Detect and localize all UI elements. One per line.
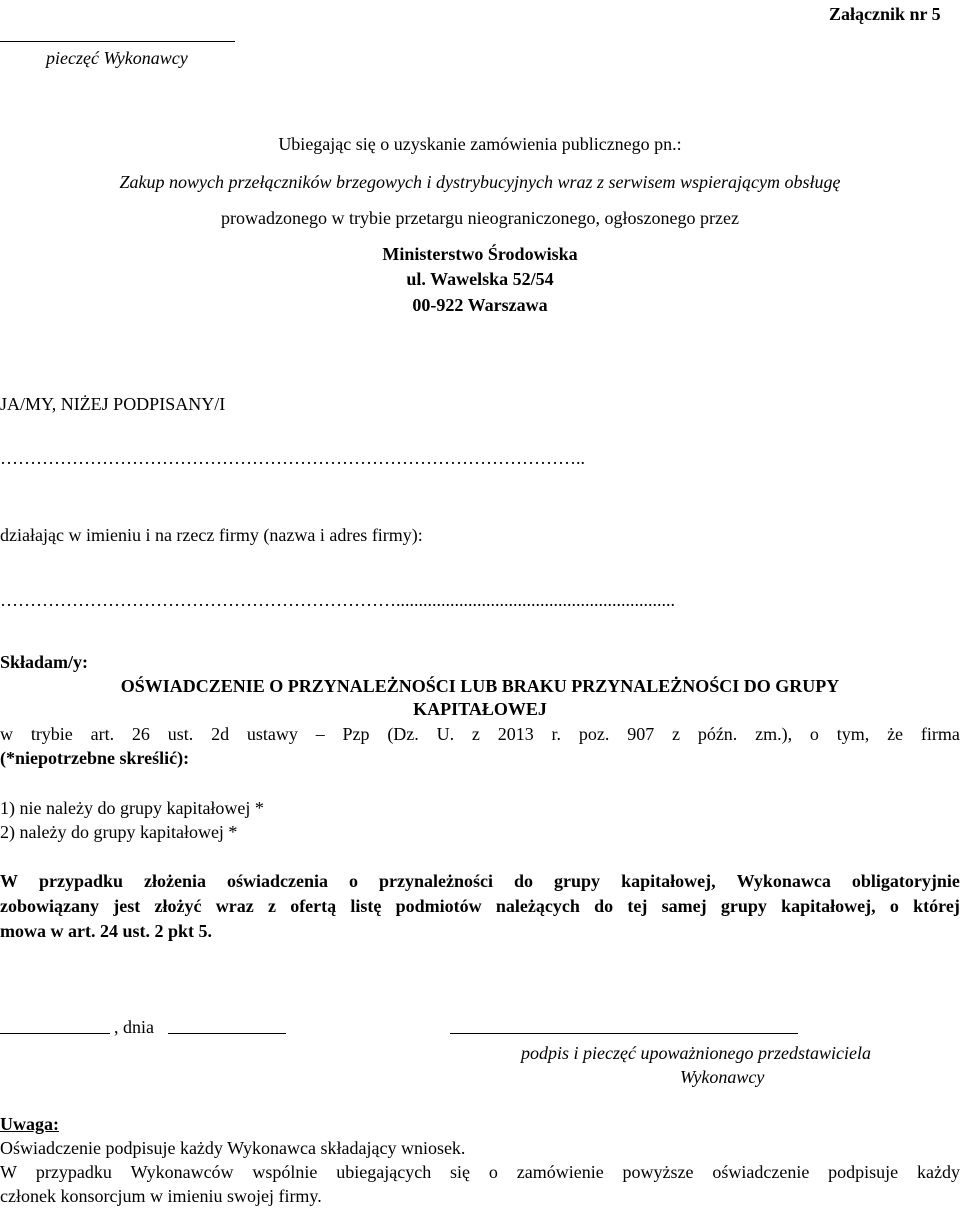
remarks-word: o [488,1162,498,1182]
notice-line1 [0,870,960,892]
remarks-word: się [450,1162,471,1182]
notice-word: Wykonawca [736,871,831,891]
legal-basis-word: zm.), [755,724,793,744]
attachment-label: Załącznik nr 5 [829,4,941,24]
signature-label: podpis i pieczęć upoważnionego przedstawiciela [521,1043,871,1063]
legal-basis-word: – [315,724,325,744]
date-line [168,1033,286,1034]
remarks-word: zamówienie [516,1162,604,1182]
notice-line2 [0,895,960,917]
notice-word: należących [495,896,580,916]
notice-word: do [594,896,614,916]
legal-basis-word: Pzp [342,724,370,744]
declaration-lead: Składam/y: [0,652,89,672]
remarks-word: ubiegających [336,1162,432,1182]
procurement-title: Zakup nowych przełączników brzegowych i dystrybucyjnych wraz z serwisem wspierającym obsługę [119,172,841,192]
notice-word: podmiotów [395,896,482,916]
remarks-word: każdy [917,1162,960,1182]
company-dotted-line: ………………………………………………………….............................................................. [0,590,675,610]
remarks-word: podpisuje [828,1162,899,1182]
legal-basis-word: 26 [131,724,150,744]
procedure-line: prowadzonego w trybie przetargu nieograniczonego, ogłoszonego przez [221,208,739,228]
stamp-label: pieczęć Wykonawcy [46,48,188,68]
place-line [0,1033,110,1034]
remarks-line1: Oświadczenie podpisuje każdy Wykonawca składający wniosek. [0,1138,466,1158]
organization-city: 00-922 Warszawa [412,295,548,315]
remarks-word: wspólnie [252,1162,318,1182]
notice-word: zobowiązany [0,896,99,916]
legal-basis-word: tym, [836,724,870,744]
notice-word: o [889,896,899,916]
legal-basis-word: 2013 [497,724,534,744]
notice-word: której [913,896,960,916]
legal-basis-word: z [471,724,480,744]
legal-basis-line [0,723,960,745]
name-dotted-line: …………………………………………………………………………………….. [0,448,585,468]
legal-basis-word: ustawy [246,724,298,744]
legal-basis-word: 2d [211,724,230,744]
signature-line [450,1033,798,1034]
notice-word: obligatoryjnie [851,871,960,891]
declaration-title-line1: OŚWIADCZENIE O PRZYNALEŻNOŚCI LUB BRAKU PRZYNALEŻNOŚCI DO GRUPY [120,676,840,696]
legal-basis-word: z [672,724,680,744]
remarks-line2 [0,1161,960,1183]
notice-word: z [267,896,276,916]
notice-word: kapitałowej, [621,871,716,891]
notice-word: o [349,871,359,891]
remarks-heading: Uwaga: [0,1114,59,1134]
legal-basis-word: w [0,724,13,744]
notice-word: wraz [215,896,254,916]
legal-basis-word: art. [90,724,115,744]
notice-word: do [514,871,534,891]
stamp-line [0,41,235,42]
intro-line: Ubiegając się o uzyskanie zamówienia publicznego pn.: [278,134,682,154]
remarks-word: Wykonawców [130,1162,234,1182]
remarks-word: powyższe [622,1162,694,1182]
legal-basis-word: (Dz. [387,724,419,744]
remarks-word: W [0,1162,17,1182]
option-belongs: 2) należy do grupy kapitałowej * [0,822,238,842]
notice-word: jest [113,896,141,916]
legal-basis-word: o [809,724,819,744]
legal-basis-word: r. [551,724,562,744]
notice-line3: mowa w art. 24 ust. 2 pkt 5. [0,921,213,941]
legal-basis-word: ust. [167,724,194,744]
notice-word: oświadczenia [227,871,329,891]
legal-basis-word: późn. [697,724,738,744]
signatory-heading: JA/MY, NIŻEJ PODPISANY/I [0,394,226,414]
legal-basis-word: U. [436,724,455,744]
date-separator: , dnia [114,1017,154,1037]
remarks-word: oświadczenie [712,1162,810,1182]
acting-line: działając w imieniu i na rzecz firmy (nazwa i adres firmy): [0,525,423,545]
option-not-belongs: 1) nie należy do grupy kapitałowej * [0,798,264,818]
remarks-word: przypadku [35,1162,112,1182]
organization-street: ul. Wawelska 52/54 [406,269,554,289]
signature-label-contractor: Wykonawcy [680,1067,765,1087]
strike-note: (*niepotrzebne skreślić): [0,748,190,768]
declaration-title-line2: KAPITAŁOWEJ [413,699,547,719]
notice-word: grupy [554,871,601,891]
notice-word: listę [350,896,382,916]
notice-word: W [0,871,18,891]
remarks-line3: członek konsorcjum w imieniu swojej firmy. [0,1186,322,1206]
notice-word: samej [661,896,707,916]
legal-basis-word: firma [920,724,960,744]
legal-basis-word: 907 [627,724,655,744]
notice-word: grupy [720,896,767,916]
notice-word: przypadku [39,871,124,891]
notice-word: złożenia [144,871,207,891]
legal-basis-word: że [887,724,904,744]
legal-basis-word: poz. [578,724,610,744]
notice-word: ofertą [290,896,337,916]
notice-word: przynależności [379,871,494,891]
legal-basis-word: trybie [30,724,73,744]
notice-word: kapitałowej, [781,896,876,916]
notice-word: tej [627,896,648,916]
notice-word: złożyć [154,896,202,916]
organization-name: Ministerstwo Środowiska [382,244,578,264]
